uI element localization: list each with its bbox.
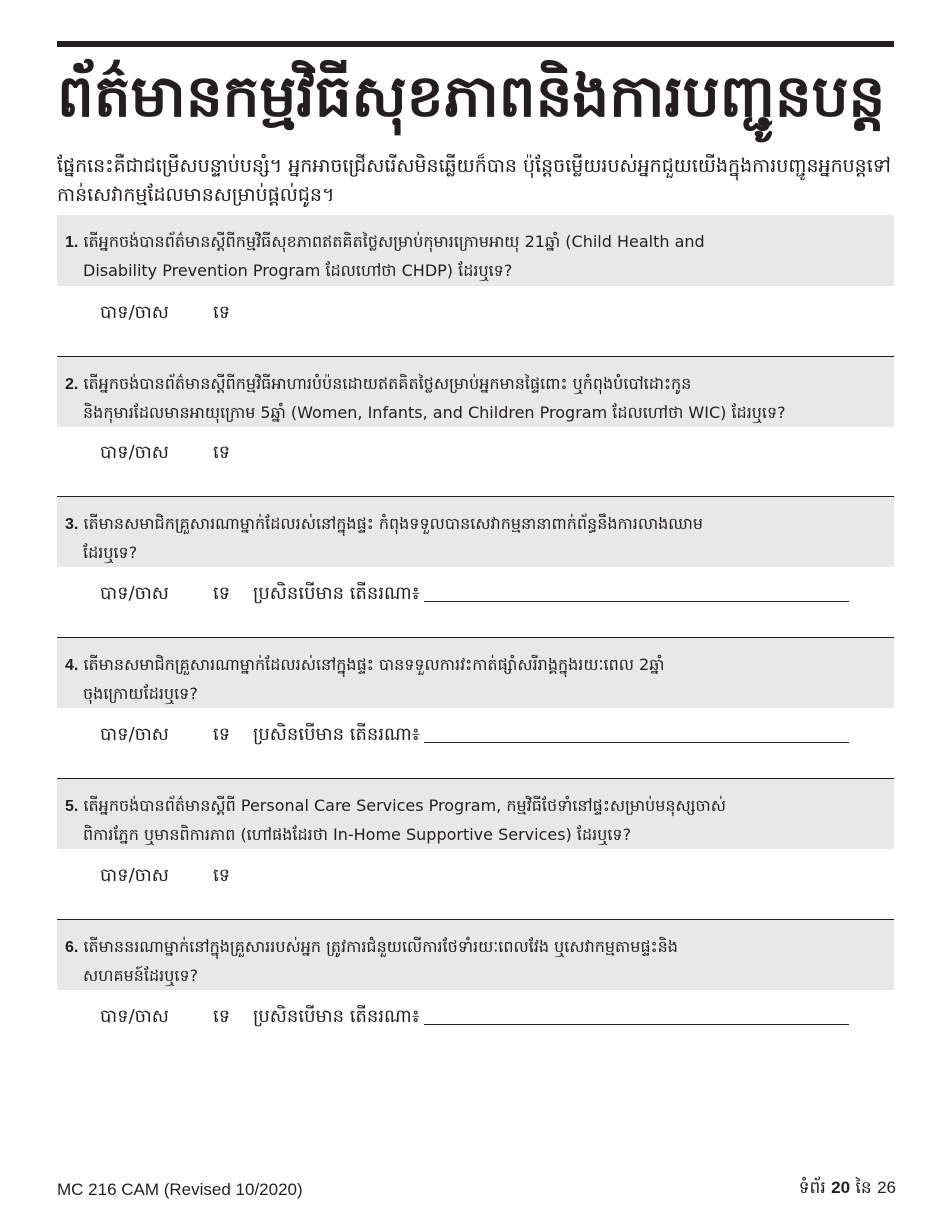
who-input-line[interactable] <box>424 1002 849 1025</box>
question-1-line-2: Disability Prevention Program ដែលហៅថា CHDP) ដែរឬទេ? <box>83 261 513 280</box>
question-number: 5. <box>65 798 79 815</box>
answer-yes-option[interactable]: បាទ/ចាស <box>100 724 169 745</box>
question-number: 3. <box>65 516 79 533</box>
question-number: 4. <box>65 657 79 674</box>
question-text: តើអ្នកចង់បានព័ត៌មានស្តីពីកម្មវិធីសុខភាពឥតគិតថ្លៃសម្រាប់កុមារក្រោមអាយុ 21ឆ្នាំ (Child Health and <box>83 232 705 251</box>
intro-text: ផ្នែកនេះគឺជាជម្រើសបន្ទាប់បន្សំ។ អ្នកអាចជ្រើសរើសមិនឆ្លើយក៏បាន ប៉ុន្តែចម្លើយរបស់អ្នកជួយយើងក្នុងការបញ្ជូនអ្នកបន្តទៅកាន់សេវាកម្មដែលមានសម្រាប់ផ្តល់ជូន។ <box>57 155 891 206</box>
page-total: 26 <box>877 1178 896 1197</box>
answer-row-4 <box>100 720 880 750</box>
answer-yes-option[interactable]: បាទ/ចាស <box>100 583 169 604</box>
answer-row-5 <box>100 861 880 891</box>
question-5-line-1 <box>65 792 884 821</box>
answer-yes-option[interactable]: បាទ/ចាស <box>100 1006 169 1027</box>
answer-yes-option[interactable]: បាទ/ចាស <box>100 442 169 463</box>
answer-no-option[interactable]: ទេ <box>213 442 231 463</box>
page-title: ព័ត៌មានកម្មវិធីសុខភាពនិងការបញ្ជូនបន្ត <box>57 62 886 130</box>
question-number: 2. <box>65 376 79 393</box>
question-text: តើមានសមាជិកគ្រួសារណាម្នាក់ដែលរស់នៅក្នុងផ្ទះ កំពុងទទួលបានសេវាកម្មនានាពាក់ព័ន្ធនឹងការលាងឈាម <box>83 514 704 533</box>
question-text: តើមានសមាជិកគ្រួសារណាម្នាក់ដែលរស់នៅក្នុងផ្ទះ បានទទួលការវះកាត់ផ្សាំសរីរាង្គក្នុងរយៈពេល 2ឆ្នាំ <box>83 655 665 674</box>
answer-yes-option[interactable]: បាទ/ចាស <box>100 302 169 323</box>
who-input-line[interactable] <box>424 720 849 743</box>
question-6-line-1 <box>65 933 884 962</box>
question-2 <box>57 356 894 427</box>
page-of-word: នៃ <box>855 1178 872 1198</box>
question-number: 1. <box>65 234 79 251</box>
form-id: MC 216 CAM (Revised 10/2020) <box>57 1180 303 1199</box>
answer-yes-option[interactable]: បាទ/ចាស <box>100 865 169 886</box>
answer-row-2 <box>100 438 880 468</box>
question-2-line-1 <box>65 370 884 399</box>
if-yes-who-label: ប្រសិនបើមាន តើនរណា៖ <box>253 724 420 745</box>
question-4-line-2: ចុងក្រោយដែរឬទេ? <box>83 684 198 703</box>
question-1 <box>57 215 894 286</box>
who-input-line[interactable] <box>424 579 849 602</box>
question-text: តើអ្នកចង់បានព័ត៌មានស្តីពី Personal Care Services Program, កម្មវិធីថែទាំនៅផ្ទះសម្រាប់មនុស្សចាស់ <box>83 796 727 815</box>
question-5 <box>57 778 894 849</box>
if-yes-who-label: ប្រសិនបើមាន តើនរណា៖ <box>253 1006 420 1027</box>
question-4-line-1 <box>65 651 884 680</box>
question-1-line-1 <box>65 228 884 257</box>
answer-no-option[interactable]: ទេ <box>213 583 231 604</box>
question-text: តើអ្នកចង់បានព័ត៌មានស្តីពីកម្មវិធីអាហារបំប៉នដោយឥតគិតថ្លៃសម្រាប់អ្នកមានផ្ទៃពោះ ឬកំពុងបំបៅដោះកូន <box>83 374 692 393</box>
question-text: តើមាននរណាម្នាក់នៅក្នុងគ្រួសាររបស់អ្នក ត្រូវការជំនួយលើការថែទាំរយៈពេលវែង ឬសេវាកម្មតាមផ្ទះនិង <box>83 937 678 956</box>
answer-row-3 <box>100 579 880 609</box>
question-3-line-1 <box>65 510 884 539</box>
question-4 <box>57 637 894 708</box>
answer-row-1 <box>100 298 880 328</box>
question-2-line-2: និងកុមារដែលមានអាយុក្រោម 5ឆ្នាំ (Women, Infants, and Children Program ដែលហៅថា WIC) ដែរឬទេ? <box>83 403 786 422</box>
page-number <box>799 1177 896 1202</box>
question-3 <box>57 496 894 567</box>
question-6-line-2: សហគមន៍ដែរឬទេ? <box>83 966 199 985</box>
page-current: 20 <box>831 1178 851 1197</box>
question-6 <box>57 919 894 990</box>
page-word: ទំព័រ <box>798 1178 826 1198</box>
question-number: 6. <box>65 939 79 956</box>
answer-no-option[interactable]: ទេ <box>213 724 231 745</box>
question-3-line-2: ដែរឬទេ? <box>83 543 138 562</box>
answer-row-6 <box>100 1002 880 1032</box>
answer-no-option[interactable]: ទេ <box>213 1006 231 1027</box>
if-yes-who-label: ប្រសិនបើមាន តើនរណា៖ <box>253 583 420 604</box>
question-5-line-2: ពិការភ្នែក ឬមានពិការភាព (ហៅផងដែរថា In-Home Supportive Services) ដែរឬទេ? <box>83 825 632 844</box>
answer-no-option[interactable]: ទេ <box>213 865 231 886</box>
top-rule <box>57 41 894 47</box>
answer-no-option[interactable]: ទេ <box>213 302 231 323</box>
